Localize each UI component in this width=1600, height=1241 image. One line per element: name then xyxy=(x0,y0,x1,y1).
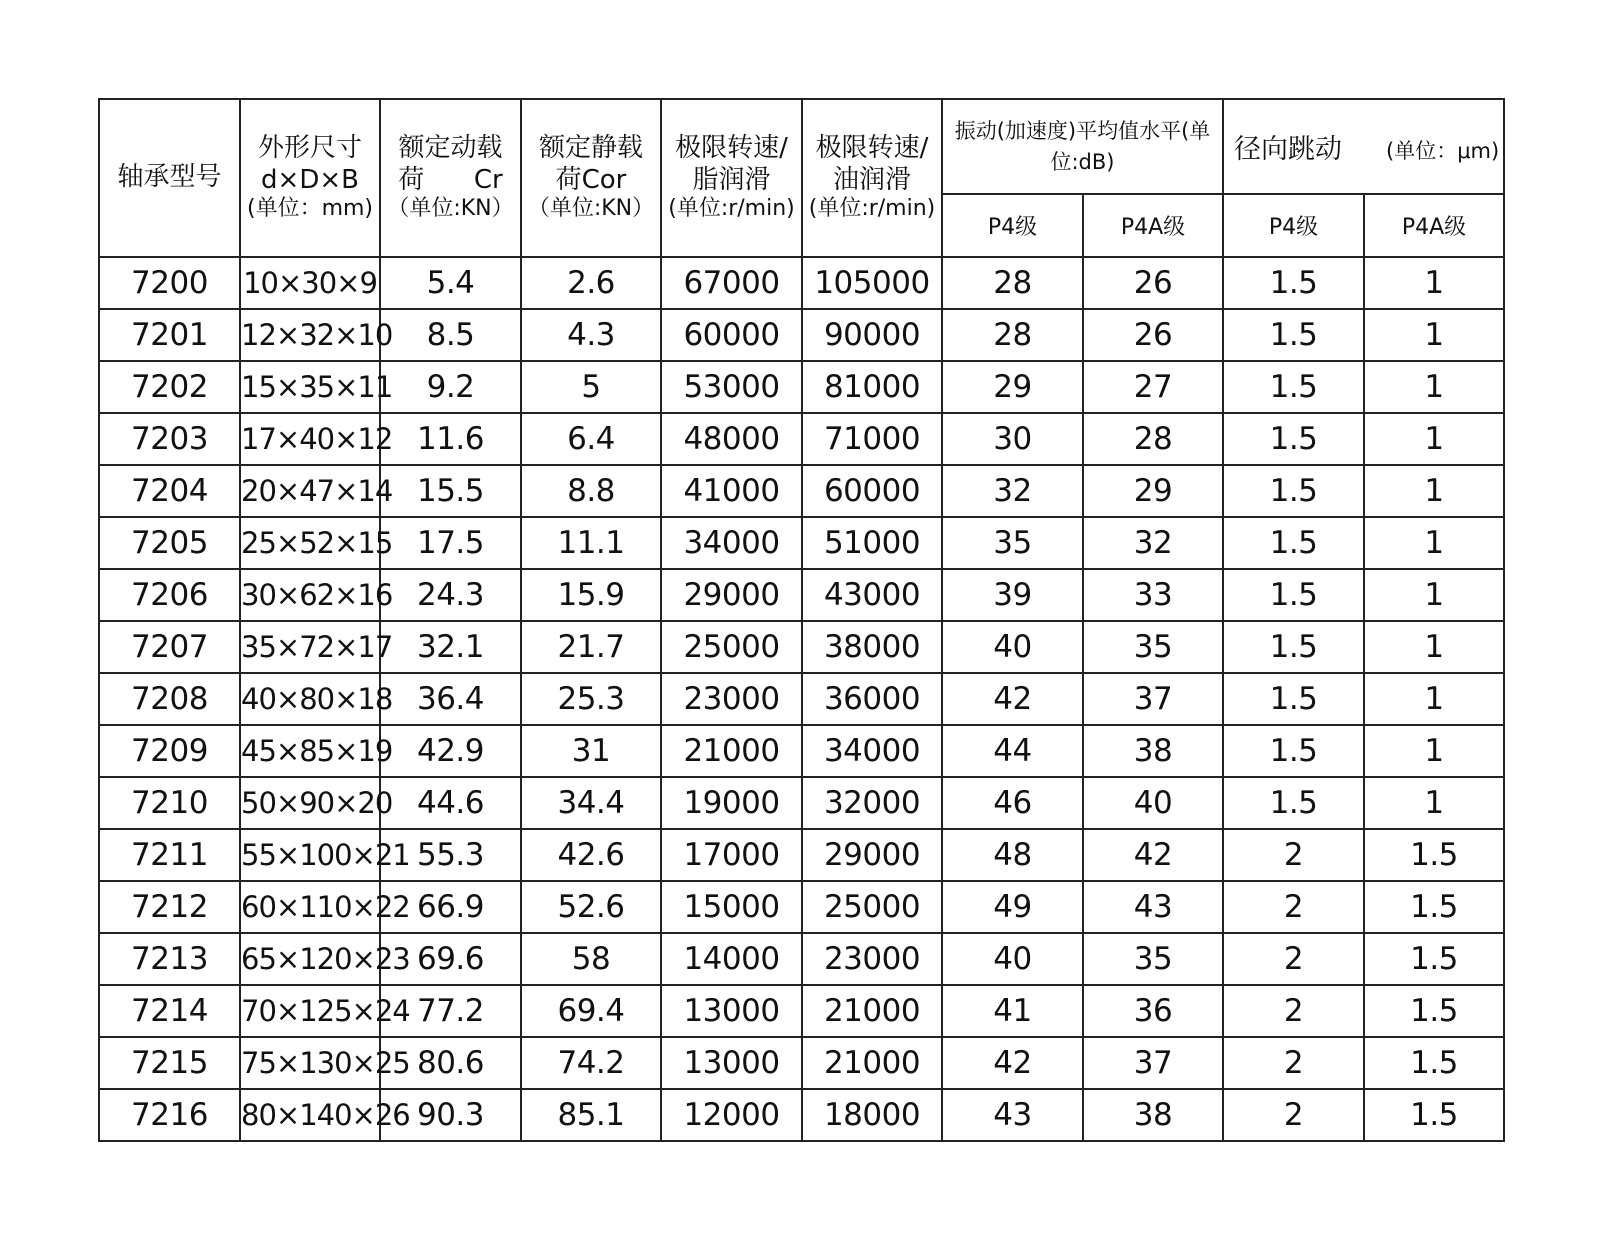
cell-runout-p4: 1.5 xyxy=(1223,569,1364,621)
cell-speed-grease: 21000 xyxy=(661,725,802,777)
header-vibration: 振动(加速度)平均值水平(单位:dB) xyxy=(942,99,1223,194)
cell-model: 7212 xyxy=(99,881,240,933)
cell-vibration-p4: 28 xyxy=(942,257,1083,309)
cell-vibration-p4: 29 xyxy=(942,361,1083,413)
cell-model: 7205 xyxy=(99,517,240,569)
cell-dimensions: 80×140×26 xyxy=(240,1089,380,1141)
cell-static-load: 15.9 xyxy=(521,569,661,621)
header-speed-oil-line2: 油润滑 xyxy=(832,164,911,195)
cell-speed-oil: 18000 xyxy=(802,1089,942,1141)
cell-runout-p4a: 1 xyxy=(1364,309,1504,361)
header-radial-runout-unit: (单位：μm) xyxy=(1386,139,1500,163)
cell-speed-grease: 53000 xyxy=(661,361,802,413)
cell-dynamic-load: 80.6 xyxy=(380,1037,521,1089)
cell-static-load: 58 xyxy=(521,933,661,985)
cell-model: 7201 xyxy=(99,309,240,361)
cell-dynamic-load: 15.5 xyxy=(380,465,521,517)
header-runout-p4a: P4A级 xyxy=(1364,194,1504,257)
cell-speed-oil: 23000 xyxy=(802,933,942,985)
cell-dimensions: 20×47×14 xyxy=(240,465,380,517)
cell-runout-p4: 2 xyxy=(1223,829,1364,881)
cell-dynamic-load: 5.4 xyxy=(380,257,521,309)
cell-runout-p4a: 1 xyxy=(1364,725,1504,777)
cell-speed-oil: 29000 xyxy=(802,829,942,881)
cell-model: 7207 xyxy=(99,621,240,673)
header-row-top xyxy=(99,99,1504,194)
cell-vibration-p4: 41 xyxy=(942,985,1083,1037)
cell-vibration-p4: 40 xyxy=(942,933,1083,985)
header-static-load-line1: 额定静载 xyxy=(538,132,643,163)
cell-model: 7213 xyxy=(99,933,240,985)
table-row xyxy=(99,725,1504,777)
cell-dynamic-load: 42.9 xyxy=(380,725,521,777)
cell-runout-p4a: 1 xyxy=(1364,569,1504,621)
cell-vibration-p4a: 38 xyxy=(1083,725,1223,777)
table-row xyxy=(99,673,1504,725)
cell-vibration-p4a: 26 xyxy=(1083,309,1223,361)
cell-dynamic-load: 32.1 xyxy=(380,621,521,673)
cell-dynamic-load: 77.2 xyxy=(380,985,521,1037)
header-speed-oil xyxy=(802,99,942,257)
cell-static-load: 69.4 xyxy=(521,985,661,1037)
cell-dimensions: 40×80×18 xyxy=(240,673,380,725)
cell-dimensions: 35×72×17 xyxy=(240,621,380,673)
header-dynamic-load xyxy=(380,99,521,257)
cell-static-load: 11.1 xyxy=(521,517,661,569)
table-row xyxy=(99,933,1504,985)
header-model-label: 轴承型号 xyxy=(117,162,222,193)
cell-vibration-p4: 43 xyxy=(942,1089,1083,1141)
header-model xyxy=(99,99,240,257)
cell-speed-grease: 15000 xyxy=(661,881,802,933)
table-row xyxy=(99,465,1504,517)
cell-model: 7211 xyxy=(99,829,240,881)
cell-dynamic-load: 9.2 xyxy=(380,361,521,413)
cell-dynamic-load: 17.5 xyxy=(380,517,521,569)
header-speed-oil-unit: (单位:r/min) xyxy=(808,196,936,222)
cell-dimensions: 15×35×11 xyxy=(240,361,380,413)
header-dimensions xyxy=(240,99,380,257)
table-row xyxy=(99,257,1504,309)
cell-vibration-p4: 30 xyxy=(942,413,1083,465)
header-dimensions-line2: d×D×B xyxy=(261,164,359,195)
cell-dimensions: 70×125×24 xyxy=(240,985,380,1037)
cell-static-load: 85.1 xyxy=(521,1089,661,1141)
cell-dimensions: 55×100×21 xyxy=(240,829,380,881)
table-row xyxy=(99,985,1504,1037)
cell-dimensions: 10×30×9 xyxy=(240,257,380,309)
cell-vibration-p4a: 37 xyxy=(1083,1037,1223,1089)
cell-vibration-p4a: 42 xyxy=(1083,829,1223,881)
cell-dynamic-load: 69.6 xyxy=(380,933,521,985)
cell-model: 7203 xyxy=(99,413,240,465)
cell-dynamic-load: 11.6 xyxy=(380,413,521,465)
table-row xyxy=(99,517,1504,569)
cell-speed-grease: 25000 xyxy=(661,621,802,673)
cell-runout-p4: 1.5 xyxy=(1223,361,1364,413)
header-static-load xyxy=(521,99,661,257)
cell-runout-p4: 1.5 xyxy=(1223,673,1364,725)
cell-static-load: 25.3 xyxy=(521,673,661,725)
cell-runout-p4: 2 xyxy=(1223,1089,1364,1141)
cell-dimensions: 12×32×10 xyxy=(240,309,380,361)
cell-speed-oil: 71000 xyxy=(802,413,942,465)
cell-runout-p4: 1.5 xyxy=(1223,309,1364,361)
cell-runout-p4: 1.5 xyxy=(1223,517,1364,569)
cell-vibration-p4a: 43 xyxy=(1083,881,1223,933)
cell-static-load: 34.4 xyxy=(521,777,661,829)
cell-static-load: 42.6 xyxy=(521,829,661,881)
cell-dynamic-load: 55.3 xyxy=(380,829,521,881)
cell-runout-p4a: 1 xyxy=(1364,465,1504,517)
table-row xyxy=(99,777,1504,829)
cell-static-load: 4.3 xyxy=(521,309,661,361)
bearing-spec-table xyxy=(98,98,1505,1142)
cell-vibration-p4a: 26 xyxy=(1083,257,1223,309)
cell-dimensions: 50×90×20 xyxy=(240,777,380,829)
cell-vibration-p4: 48 xyxy=(942,829,1083,881)
cell-runout-p4: 1.5 xyxy=(1223,777,1364,829)
table-row xyxy=(99,881,1504,933)
cell-vibration-p4: 32 xyxy=(942,465,1083,517)
cell-speed-grease: 23000 xyxy=(661,673,802,725)
header-dimensions-unit: (单位：mm) xyxy=(246,196,374,222)
cell-vibration-p4a: 32 xyxy=(1083,517,1223,569)
cell-runout-p4: 1.5 xyxy=(1223,257,1364,309)
cell-speed-oil: 38000 xyxy=(802,621,942,673)
cell-dynamic-load: 90.3 xyxy=(380,1089,521,1141)
cell-speed-oil: 36000 xyxy=(802,673,942,725)
cell-vibration-p4a: 37 xyxy=(1083,673,1223,725)
table-row xyxy=(99,1089,1504,1141)
cell-speed-oil: 21000 xyxy=(802,985,942,1037)
table-row xyxy=(99,361,1504,413)
cell-runout-p4a: 1 xyxy=(1364,361,1504,413)
cell-vibration-p4a: 38 xyxy=(1083,1089,1223,1141)
cell-speed-oil: 25000 xyxy=(802,881,942,933)
cell-static-load: 8.8 xyxy=(521,465,661,517)
cell-runout-p4a: 1.5 xyxy=(1364,1089,1504,1141)
header-runout-p4: P4级 xyxy=(1223,194,1364,257)
cell-runout-p4a: 1 xyxy=(1364,517,1504,569)
cell-model: 7216 xyxy=(99,1089,240,1141)
cell-dimensions: 25×52×15 xyxy=(240,517,380,569)
cell-runout-p4: 1.5 xyxy=(1223,413,1364,465)
cell-model: 7214 xyxy=(99,985,240,1037)
header-dynamic-load-unit: （单位:KN） xyxy=(387,196,514,222)
cell-vibration-p4a: 28 xyxy=(1083,413,1223,465)
cell-vibration-p4: 46 xyxy=(942,777,1083,829)
header-radial-runout xyxy=(1223,99,1504,194)
cell-model: 7215 xyxy=(99,1037,240,1089)
cell-speed-grease: 60000 xyxy=(661,309,802,361)
cell-runout-p4: 2 xyxy=(1223,881,1364,933)
cell-dimensions: 45×85×19 xyxy=(240,725,380,777)
cell-speed-grease: 14000 xyxy=(661,933,802,985)
cell-speed-grease: 29000 xyxy=(661,569,802,621)
cell-dynamic-load: 8.5 xyxy=(380,309,521,361)
cell-dimensions: 60×110×22 xyxy=(240,881,380,933)
cell-speed-oil: 34000 xyxy=(802,725,942,777)
cell-dimensions: 30×62×16 xyxy=(240,569,380,621)
table-row xyxy=(99,621,1504,673)
cell-speed-oil: 21000 xyxy=(802,1037,942,1089)
cell-dimensions: 75×130×25 xyxy=(240,1037,380,1089)
cell-runout-p4a: 1 xyxy=(1364,257,1504,309)
cell-static-load: 6.4 xyxy=(521,413,661,465)
cell-vibration-p4: 42 xyxy=(942,673,1083,725)
cell-speed-oil: 90000 xyxy=(802,309,942,361)
table-row xyxy=(99,829,1504,881)
cell-runout-p4: 2 xyxy=(1223,933,1364,985)
cell-runout-p4a: 1.5 xyxy=(1364,829,1504,881)
cell-vibration-p4: 44 xyxy=(942,725,1083,777)
cell-speed-grease: 12000 xyxy=(661,1089,802,1141)
cell-model: 7208 xyxy=(99,673,240,725)
cell-runout-p4: 2 xyxy=(1223,1037,1364,1089)
cell-model: 7210 xyxy=(99,777,240,829)
cell-vibration-p4a: 27 xyxy=(1083,361,1223,413)
cell-vibration-p4: 39 xyxy=(942,569,1083,621)
cell-model: 7206 xyxy=(99,569,240,621)
cell-runout-p4: 1.5 xyxy=(1223,725,1364,777)
header-speed-grease-line1: 极限转速/ xyxy=(675,132,788,163)
cell-dynamic-load: 24.3 xyxy=(380,569,521,621)
cell-runout-p4: 1.5 xyxy=(1223,621,1364,673)
header-radial-runout-label: 径向跳动 xyxy=(1234,134,1342,165)
cell-speed-oil: 81000 xyxy=(802,361,942,413)
cell-speed-grease: 13000 xyxy=(661,1037,802,1089)
cell-runout-p4: 2 xyxy=(1223,985,1364,1037)
cell-speed-grease: 17000 xyxy=(661,829,802,881)
header-speed-grease-unit: (单位:r/min) xyxy=(668,196,795,222)
cell-static-load: 52.6 xyxy=(521,881,661,933)
cell-speed-grease: 19000 xyxy=(661,777,802,829)
cell-dimensions: 17×40×12 xyxy=(240,413,380,465)
table-row xyxy=(99,309,1504,361)
table-row xyxy=(99,1037,1504,1089)
cell-speed-grease: 67000 xyxy=(661,257,802,309)
cell-static-load: 31 xyxy=(521,725,661,777)
header-dynamic-load-line2: 荷 Cr xyxy=(398,164,503,195)
cell-runout-p4a: 1.5 xyxy=(1364,933,1504,985)
cell-runout-p4a: 1 xyxy=(1364,673,1504,725)
cell-runout-p4a: 1.5 xyxy=(1364,1037,1504,1089)
cell-dynamic-load: 66.9 xyxy=(380,881,521,933)
cell-dynamic-load: 44.6 xyxy=(380,777,521,829)
cell-speed-oil: 51000 xyxy=(802,517,942,569)
cell-dimensions: 65×120×23 xyxy=(240,933,380,985)
cell-vibration-p4a: 40 xyxy=(1083,777,1223,829)
cell-speed-oil: 60000 xyxy=(802,465,942,517)
cell-speed-oil: 105000 xyxy=(802,257,942,309)
cell-speed-grease: 34000 xyxy=(661,517,802,569)
header-static-load-unit: （单位:KN） xyxy=(527,196,655,222)
table-row xyxy=(99,569,1504,621)
cell-vibration-p4a: 35 xyxy=(1083,933,1223,985)
table-body xyxy=(99,257,1504,1141)
cell-static-load: 5 xyxy=(521,361,661,413)
cell-speed-oil: 43000 xyxy=(802,569,942,621)
cell-vibration-p4a: 35 xyxy=(1083,621,1223,673)
cell-speed-grease: 13000 xyxy=(661,985,802,1037)
cell-static-load: 21.7 xyxy=(521,621,661,673)
cell-vibration-p4: 49 xyxy=(942,881,1083,933)
cell-vibration-p4: 42 xyxy=(942,1037,1083,1089)
header-static-load-line2: 荷Cor xyxy=(555,164,627,195)
cell-static-load: 74.2 xyxy=(521,1037,661,1089)
cell-speed-grease: 41000 xyxy=(661,465,802,517)
cell-runout-p4a: 1.5 xyxy=(1364,985,1504,1037)
cell-runout-p4a: 1 xyxy=(1364,777,1504,829)
header-vibration-p4: P4级 xyxy=(942,194,1083,257)
cell-runout-p4a: 1.5 xyxy=(1364,881,1504,933)
cell-vibration-p4: 35 xyxy=(942,517,1083,569)
table-row xyxy=(99,413,1504,465)
cell-model: 7200 xyxy=(99,257,240,309)
cell-vibration-p4: 28 xyxy=(942,309,1083,361)
cell-runout-p4a: 1 xyxy=(1364,621,1504,673)
header-dimensions-line1: 外形尺寸 xyxy=(257,132,362,163)
cell-dynamic-load: 36.4 xyxy=(380,673,521,725)
cell-vibration-p4a: 29 xyxy=(1083,465,1223,517)
cell-model: 7209 xyxy=(99,725,240,777)
cell-runout-p4: 1.5 xyxy=(1223,465,1364,517)
cell-static-load: 2.6 xyxy=(521,257,661,309)
cell-vibration-p4a: 36 xyxy=(1083,985,1223,1037)
cell-speed-grease: 48000 xyxy=(661,413,802,465)
header-speed-oil-line1: 极限转速/ xyxy=(815,132,929,163)
header-speed-grease xyxy=(661,99,802,257)
cell-model: 7202 xyxy=(99,361,240,413)
header-vibration-p4a: P4A级 xyxy=(1083,194,1223,257)
cell-model: 7204 xyxy=(99,465,240,517)
cell-vibration-p4: 40 xyxy=(942,621,1083,673)
cell-runout-p4a: 1 xyxy=(1364,413,1504,465)
cell-speed-oil: 32000 xyxy=(802,777,942,829)
header-dynamic-load-line1: 额定动载 xyxy=(398,132,503,163)
cell-vibration-p4a: 33 xyxy=(1083,569,1223,621)
header-speed-grease-line2: 脂润滑 xyxy=(692,164,771,195)
